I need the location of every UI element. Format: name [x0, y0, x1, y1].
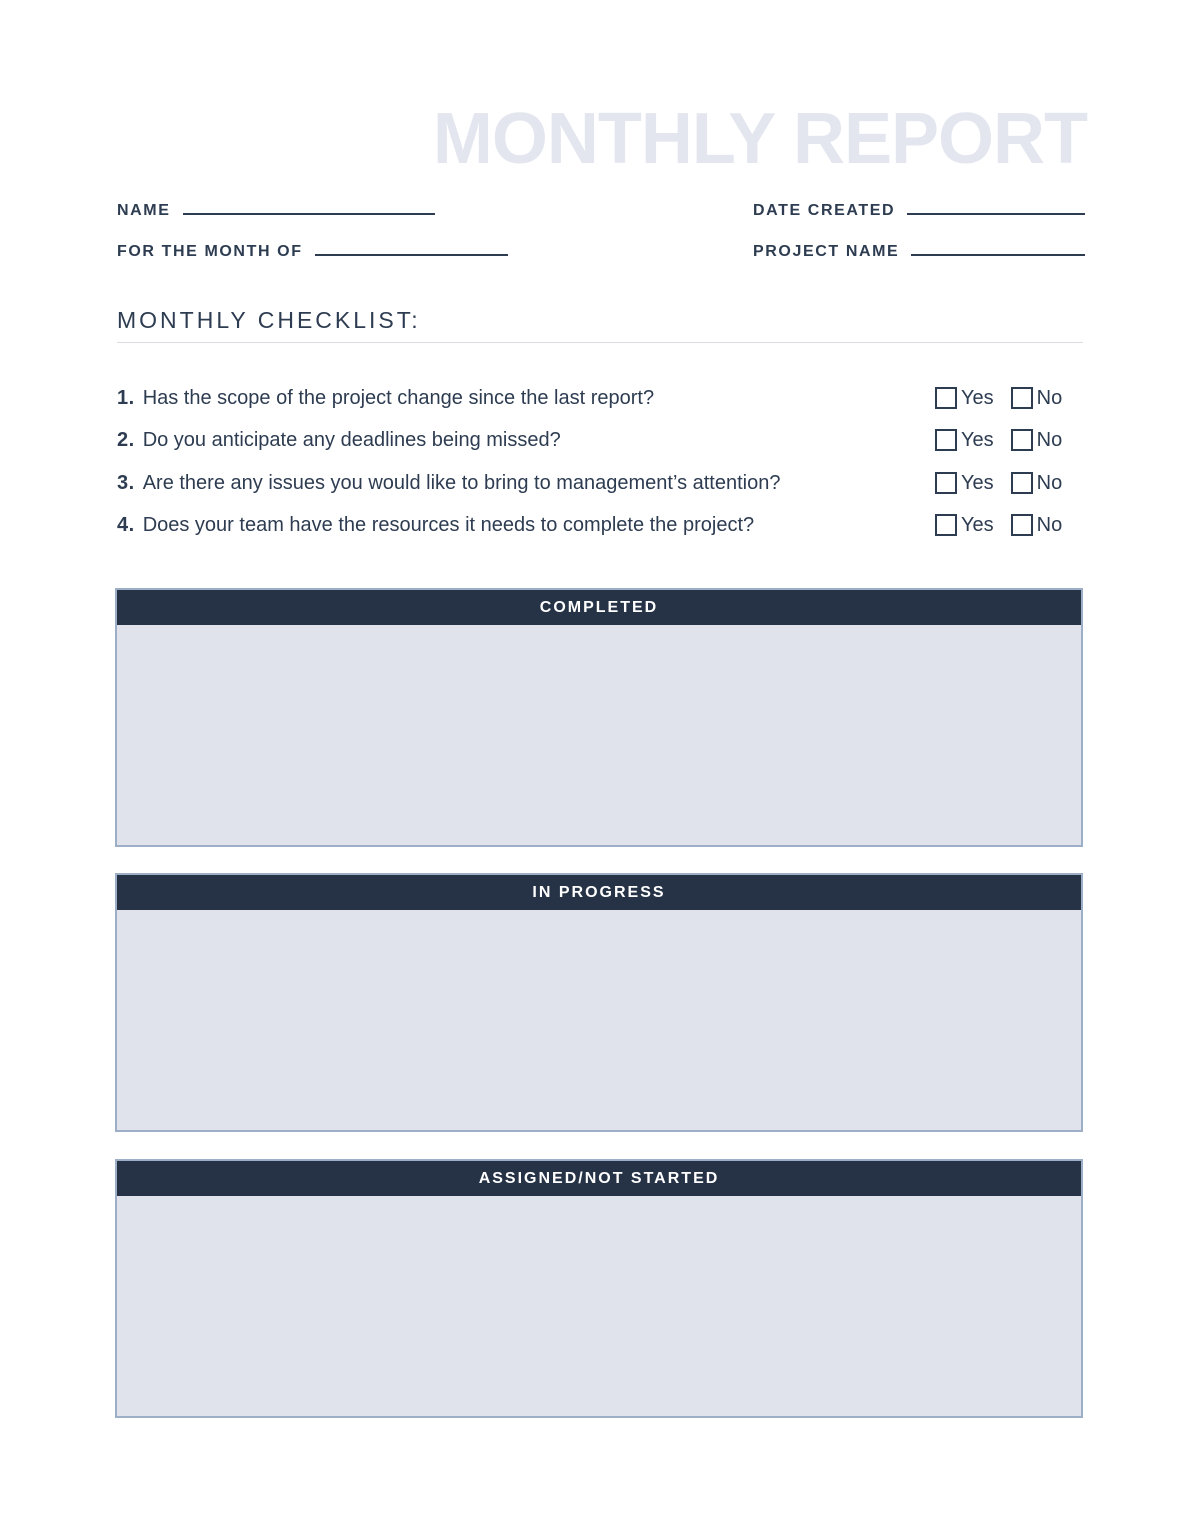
question-3-number: 3. [117, 471, 135, 494]
question-4-number: 4. [117, 513, 135, 536]
for-the-month-of-input-line[interactable] [315, 240, 508, 256]
completed-section-header: COMPLETED [117, 590, 1081, 625]
project-name-label: PROJECT NAME [753, 243, 900, 260]
date-created-input-line[interactable] [907, 199, 1085, 215]
assigned-not-started-section-header: ASSIGNED/NOT STARTED [117, 1161, 1081, 1196]
for-the-month-of-label: FOR THE MONTH OF [117, 243, 303, 260]
question-1-text: Has the scope of the project change since the last report? [142, 386, 655, 409]
question-3 [117, 470, 780, 496]
question-4-yes-label: Yes [961, 513, 994, 536]
question-4-yesno-group [935, 512, 1062, 538]
question-2-no-label: No [1036, 428, 1063, 451]
for-the-month-of-field-row [117, 240, 508, 262]
question-3-yesno-group [935, 470, 1062, 496]
question-4 [117, 512, 754, 538]
question-2-yesno-group [935, 427, 1062, 453]
question-1-yesno-group [935, 385, 1062, 411]
question-1-number: 1. [117, 386, 135, 409]
date-created-field-row [753, 199, 1085, 221]
in-progress-section [115, 873, 1083, 1132]
question-2-text: Do you anticipate any deadlines being missed? [142, 428, 561, 451]
question-1 [117, 385, 654, 411]
question-4-no-label: No [1036, 513, 1063, 536]
assigned-not-started-section [115, 1159, 1083, 1418]
question-3-no-checkbox[interactable] [1011, 472, 1033, 494]
question-2-yes-checkbox[interactable] [935, 429, 957, 451]
name-input-line[interactable] [183, 199, 435, 215]
question-2-yes-label: Yes [961, 428, 994, 451]
question-1-no-label: No [1036, 386, 1063, 409]
date-created-label: DATE CREATED [753, 202, 896, 219]
project-name-field-row [753, 240, 1085, 262]
question-2 [117, 427, 561, 453]
in-progress-section-body[interactable] [117, 910, 1081, 1130]
question-1-yes-label: Yes [961, 386, 994, 409]
question-2-number: 2. [117, 428, 135, 451]
question-4-yes-checkbox[interactable] [935, 514, 957, 536]
checklist-heading: MONTHLY CHECKLIST: [117, 307, 421, 333]
in-progress-section-header: IN PROGRESS [117, 875, 1081, 910]
name-label: NAME [117, 202, 171, 219]
question-3-yes-checkbox[interactable] [935, 472, 957, 494]
question-1-yes-checkbox[interactable] [935, 387, 957, 409]
question-4-no-checkbox[interactable] [1011, 514, 1033, 536]
question-3-text: Are there any issues you would like to bring to management’s attention? [142, 471, 781, 494]
completed-section-body[interactable] [117, 625, 1081, 845]
project-name-input-line[interactable] [911, 240, 1085, 256]
question-3-yes-label: Yes [961, 471, 994, 494]
question-2-no-checkbox[interactable] [1011, 429, 1033, 451]
page-title: MONTHLY REPORT [432, 99, 1087, 179]
question-4-text: Does your team have the resources it needs to complete the project? [142, 513, 755, 536]
assigned-not-started-section-body[interactable] [117, 1196, 1081, 1416]
question-1-no-checkbox[interactable] [1011, 387, 1033, 409]
name-field-row [117, 199, 435, 221]
question-3-no-label: No [1036, 471, 1063, 494]
checklist-divider-rule [117, 342, 1083, 343]
completed-section [115, 588, 1083, 847]
